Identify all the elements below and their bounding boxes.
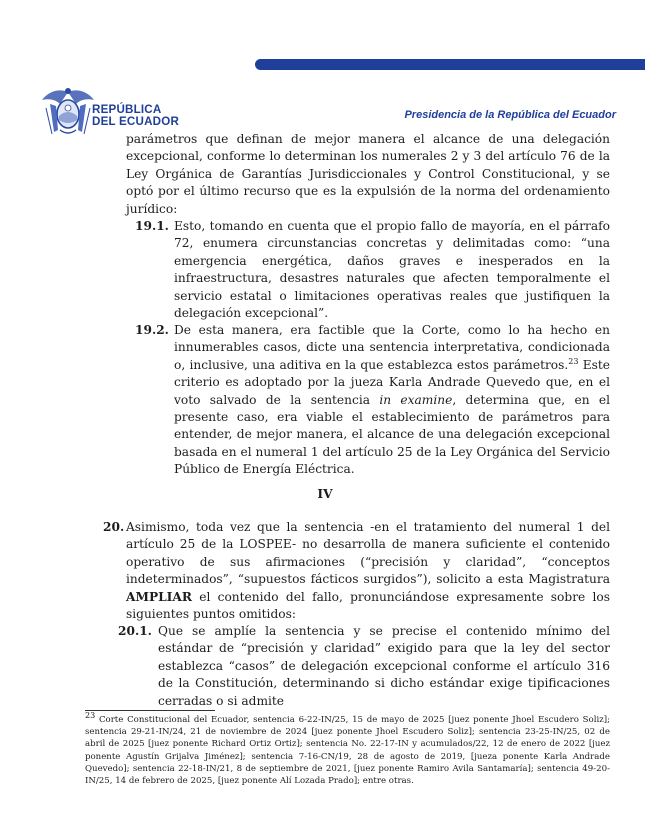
logo-line-1: REPÚBLICA bbox=[92, 103, 162, 116]
item-text-part-a: De esta manera, era factible que la Corte, como lo ha hecho en innumerables casos, dicte una sentencia interpretativa, condicionada o, inclusive, una aditiva en la que establezca estos parámetros. bbox=[174, 323, 610, 372]
footnote-text: Corte Constitucional del Ecuador, sentencia 6-22-IN/25, 15 de mayo de 2025 [juez ponente Jhoel Escudero Soliz]; sentencia 29-21-IN/24, 21 de noviembre de 2024 [juez ponente Jhoel Escudero Soliz]; sentencia 23-25-IN/25, 02 de abril de 2025 [juez ponente Richard Ortiz Ortiz]; sentencia No. 22-17-IN y acumulados/22, 12 de enero de 2022 [juez ponente Agustín Grijalva Jiménez]; sentencia 7-16-CN/19, 28 de agosto de 2019, [jueza ponente Karla Andrade Quevedo]; sentencia 22-18-IN/21, 8 de septiembre de 2021, [juez ponente Ramiro Avila Santamaría]; sentencia 49-20-IN/25, 14 de febrero de 2025, [juez ponente Alí Lozada Prado]; entre otras. bbox=[85, 715, 610, 787]
item-text-bold: AMPLIAR bbox=[126, 589, 192, 604]
republic-logo-text bbox=[92, 104, 179, 128]
presidencia-header: Presidencia de la República del Ecuador bbox=[404, 109, 616, 121]
item-number: 20. bbox=[103, 520, 125, 534]
item-text-part-a: Asimismo, toda vez que la sentencia -en el tratamiento del numeral 1 del artículo 25 de la LOSPEE- no desarrolla de manera suficiente el contenido operativo de sus afirmaciones (“precisión y claridad”, “conceptos indeterminados”, “supuestos fácticos surgidos”), solicito a esta Magistratura bbox=[126, 520, 610, 587]
header-banner-bar bbox=[255, 59, 645, 70]
item-text-part-b: el contenido del fallo, pronunciándose expresamente sobre los siguientes puntos omitidos: bbox=[126, 589, 610, 622]
item-text bbox=[174, 322, 610, 479]
item-text: Que se amplíe la sentencia y se precise el contenido mínimo del estándar de “precisión y claridad” exigido para que la ley del sector establezca “casos” de delegación excepcional conforme el artículo 316 de la Constitución, determinando si dicho estándar exige tipificaciones cerradas o si admite bbox=[158, 624, 610, 708]
item-number: 19.2. bbox=[135, 323, 169, 337]
item-number: 19.1. bbox=[135, 219, 169, 233]
intro-paragraph: parámetros que definan de mejor manera el alcance de una delegación excepcional, conforme lo determinan los numerales 2 y 3 del artículo 76 de la Ley Orgánica de Garantías Jurisdiccionales y Control Constitucional, y se optó por el último recurso que es la expulsión de la norma del ordenamiento jurídico: bbox=[126, 132, 610, 216]
item-text-part-b: Este criterio es adoptado por la jueza Karla Andrade Quevedo que, en el voto salvado de la sentencia bbox=[174, 357, 610, 407]
footnote bbox=[85, 711, 610, 787]
item-text-italic: in examine bbox=[379, 392, 453, 407]
item-number: 20.1. bbox=[118, 624, 152, 638]
section-heading: IV bbox=[317, 487, 333, 501]
footnote-divider bbox=[85, 710, 215, 711]
item-text-part-c: , determina que, en el presente caso, era viable el establecimiento de parámetros para entender, de mejor manera, el alcance de una delegación excepcional basada en el numeral 1 del artículo 25 de la Ley Orgánica del Servicio Público de Energía Eléctrica. bbox=[174, 392, 610, 477]
item-text: Esto, tomando en cuenta que el propio fallo de mayoría, en el párrafo 72, enumera circunstancias concretas y delimitadas como: “una emergencia energética, daños graves e inesperados en la infraestructura, desastres naturales que afecten temporalmente el servicio estatal o limitaciones operativas reales que justifiquen la delegación excepcional”. bbox=[174, 219, 610, 321]
footnote-ref[interactable]: 23 bbox=[568, 356, 579, 366]
footnote-number: 23 bbox=[85, 711, 96, 721]
item-text bbox=[126, 519, 610, 623]
logo-line-2: DEL ECUADOR bbox=[92, 115, 180, 128]
coat-of-arms-icon bbox=[40, 86, 96, 138]
